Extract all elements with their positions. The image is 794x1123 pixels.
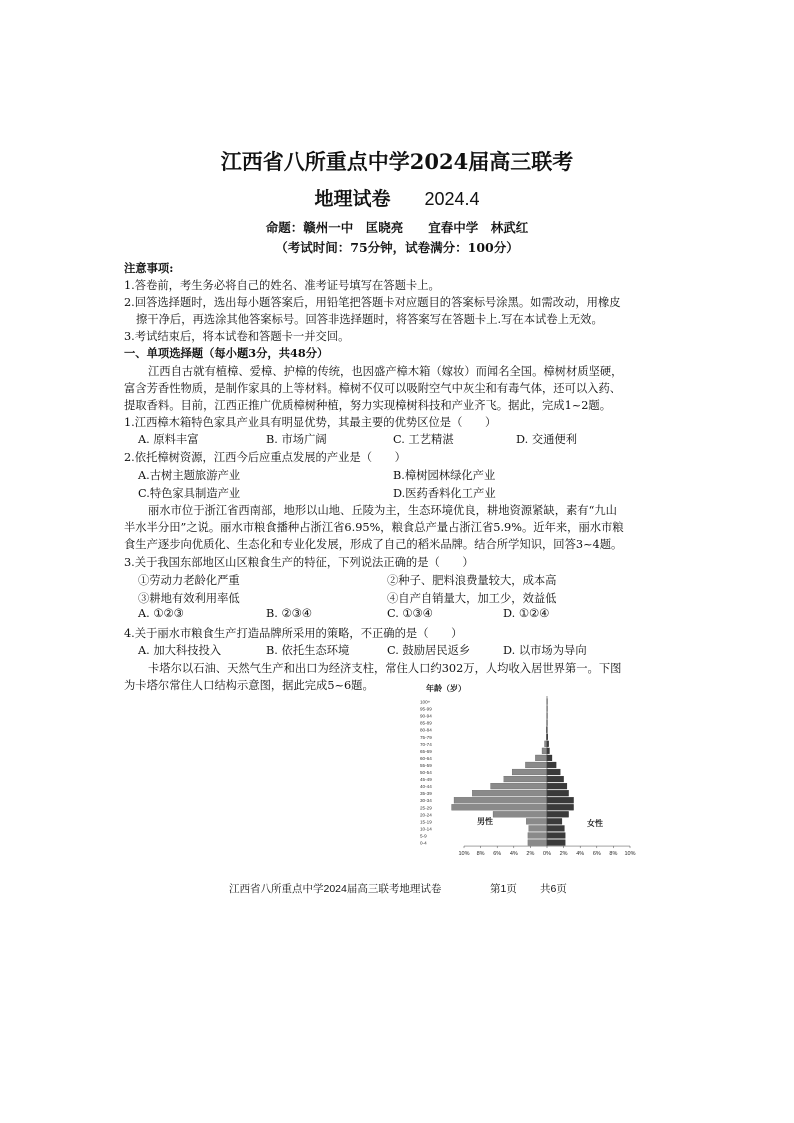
age-tick-label: 65-69 [420, 748, 432, 754]
male-bar [528, 840, 547, 846]
q1-stem: 1.江西樟木箱特色家具产业具有明显优势，其最主要的优势区位是（ ） [124, 416, 497, 429]
q2-stem: 2.依托樟树资源，江西今后应重点发展的产业是（ ） [124, 451, 406, 464]
chart-ylabel: 年龄（岁） [426, 684, 466, 693]
q2-option-c: C.特色家具制造产业 [138, 487, 241, 500]
x-tick-label: 8% [609, 851, 618, 858]
x-tick-label: 2% [526, 851, 535, 858]
age-tick-label: 5-9 [420, 833, 427, 839]
passage1-line-3: 提取香料。目前，江西正推广优质樟树种植，努力实现樟树科技和产业齐飞。据此，完成1~2题。 [124, 399, 612, 412]
male-bar [545, 741, 547, 747]
male-bar [528, 833, 547, 839]
female-bar [547, 762, 556, 768]
notes-heading: 注意事项: [124, 261, 174, 275]
age-tick-label: 85-89 [420, 720, 432, 726]
q4-option-b: B. 依托生态环境 [266, 644, 350, 657]
q3-statement-3: ③耕地有效利用率低 [138, 592, 240, 605]
footer-total: 共6页 [540, 883, 567, 895]
q4-option-c: C. 鼓励居民返乡 [387, 644, 471, 657]
female-series-label: 女性 [587, 819, 603, 829]
female-bar [547, 790, 569, 796]
q4-stem: 4.关于丽水市粮食生产打造品牌所采用的策略，不正确的是（ ） [124, 627, 463, 640]
footer-title: 江西省八所重点中学2024届高三联考地理试卷 [229, 883, 442, 895]
age-tick-label: 80-84 [420, 727, 432, 733]
x-tick-label: 8% [476, 851, 485, 858]
x-tick-label: 4% [576, 851, 585, 858]
q3-statement-2: ②种子、肥料浪费量较大，成本高 [387, 574, 557, 587]
x-tick-label: 4% [509, 851, 518, 858]
age-tick-label: 75-79 [420, 734, 432, 740]
female-bar [547, 755, 552, 761]
q3-statement-4: ④自产自销量大，加工少，效益低 [387, 592, 557, 605]
notes-item-2-cont: 擦干净后，再选涂其他答案标号。回答非选择题时，将答案写在答题卡上.写在本试卷上无效。 [136, 313, 603, 326]
q1-option-c: C. 工艺精湛 [393, 433, 454, 446]
age-tick-label: 25-29 [420, 805, 432, 811]
male-bar [535, 755, 547, 761]
exam-subject-line [0, 184, 794, 211]
exam-date: 2024.4 [424, 189, 480, 209]
male-bar [512, 769, 547, 775]
q4-option-a: A. 加大科技投入 [138, 644, 222, 657]
age-tick-label: 70-74 [420, 741, 432, 747]
section-heading: 一、单项选择题（每小题3分，共48分） [124, 346, 329, 360]
q2-option-a: A.古树主题旅游产业 [138, 469, 241, 482]
age-tick-label: 30-34 [420, 798, 432, 804]
female-bar [547, 840, 565, 846]
male-bar [493, 811, 547, 817]
notes-item-3: 3.考试结束后，将本试卷和答题卡一并交回。 [124, 330, 350, 343]
male-bar [542, 748, 547, 754]
age-tick-label: 0-4 [420, 840, 427, 846]
male-bar [526, 818, 547, 824]
male-bar [491, 783, 547, 789]
q3-option-c: C. ①③④ [387, 607, 433, 620]
female-bar [547, 804, 574, 810]
q2-option-b: B.樟树园林绿化产业 [393, 469, 496, 482]
x-tick-label: 0% [543, 851, 551, 858]
q4-option-d: D. 以市场为导向 [503, 644, 587, 657]
male-bar [452, 804, 547, 810]
female-bar [547, 811, 569, 817]
exam-authors: 命题：赣州一中 匡晓亮 宜春中学 林武红 [265, 220, 529, 235]
female-bar [547, 797, 574, 803]
x-tick-label: 6% [592, 851, 601, 858]
age-tick-label: 45-49 [420, 777, 432, 783]
q3-option-d: D. ①②④ [503, 607, 550, 620]
female-bar [547, 769, 560, 775]
x-tick-label: 10% [458, 851, 470, 858]
q1-option-a: A. 原料丰富 [138, 433, 199, 446]
age-tick-label: 90-94 [420, 713, 432, 719]
female-bar [547, 833, 565, 839]
passage1-line-1: 江西自古就有植樟、爱樟、护樟的传统，也因盛产樟木箱（嫁妆）而闻名全国。樟树材质坚硬， [148, 365, 623, 378]
male-bar [454, 797, 547, 803]
passage2-line-3: 食生产逐步向优质化、生态化和专业化发展，形成了自己的稻米品牌。结合所学知识，回答3~4题。 [124, 538, 623, 551]
age-tick-label: 40-44 [420, 784, 432, 790]
passage2-line-1: 丽水市位于浙江省西南部，地形以山地、丘陵为主，生态环境优良，耕地资源紧缺，素有“九山 [148, 504, 617, 517]
male-bar [504, 776, 547, 782]
exam-title: 江西省八所重点中学2024届高三联考 [220, 149, 574, 174]
q3-statement-1: ①劳动力老龄化严重 [138, 574, 240, 587]
female-bar [547, 748, 549, 754]
q3-option-a: A. ①②③ [138, 607, 184, 620]
passage3-line-2: 为卡塔尔常住人口结构示意图，据此完成5~6题。 [124, 679, 374, 692]
q3-stem: 3.关于我国东部地区山区粮食生产的特征，下列说法正确的是（ ） [124, 556, 474, 569]
exam-time-info: （考试时间：75分钟，试卷满分：100分） [275, 240, 519, 255]
male-series-label: 男性 [477, 817, 493, 827]
age-tick-label: 10-14 [420, 826, 432, 832]
passage3-line-1: 卡塔尔以石油、天然气生产和出口为经济支柱，常住人口约302万，人均收入居世界第一。下图 [148, 662, 622, 675]
passage2-line-2: 半水半分田”之说。丽水市粮食播种占浙江省6.95%，粮食总产量占浙江省5.9%。近年来，丽水市粮 [124, 521, 624, 534]
female-bar [547, 818, 562, 824]
x-tick-label: 10% [624, 851, 636, 858]
female-bar [547, 776, 564, 782]
male-bar [472, 790, 547, 796]
age-tick-label: 15-19 [420, 819, 432, 825]
age-tick-label: 20-24 [420, 812, 432, 818]
age-tick-label: 95-99 [420, 706, 432, 712]
x-tick-label: 6% [493, 851, 502, 858]
population-pyramid-chart [418, 682, 648, 860]
notes-item-1: 1.答卷前，考生务必将自己的姓名、准考证号填写在答题卡上。 [124, 279, 440, 292]
male-bar [529, 826, 547, 832]
x-tick-label: 2% [559, 851, 568, 858]
q3-option-b: B. ②③④ [266, 607, 312, 620]
age-tick-label: 35-39 [420, 791, 432, 797]
age-tick-label: 100+ [420, 699, 431, 705]
female-bar [547, 783, 567, 789]
notes-item-2: 2.回答选择题时，选出每小题答案后，用铅笔把答题卡对应题目的答案标号涂黑。如需改动，用橡皮 [124, 296, 621, 309]
female-bar [547, 826, 564, 832]
male-bar [525, 762, 547, 768]
q1-option-d: D. 交通便利 [516, 433, 578, 446]
age-tick-label: 50-54 [420, 770, 432, 776]
exam-subject: 地理试卷 [314, 188, 391, 210]
passage1-line-2: 富含芳香性物质，是制作家具的上等材料。樟树不仅可以吸附空气中灰尘和有毒气体，还可以入药、 [124, 382, 622, 395]
q1-option-b: B. 市场广阔 [266, 433, 327, 446]
age-tick-label: 60-64 [420, 755, 432, 761]
q2-option-d: D.医药香料化工产业 [393, 487, 496, 500]
age-tick-label: 55-59 [420, 762, 432, 768]
footer-page: 第1页 [490, 883, 517, 895]
